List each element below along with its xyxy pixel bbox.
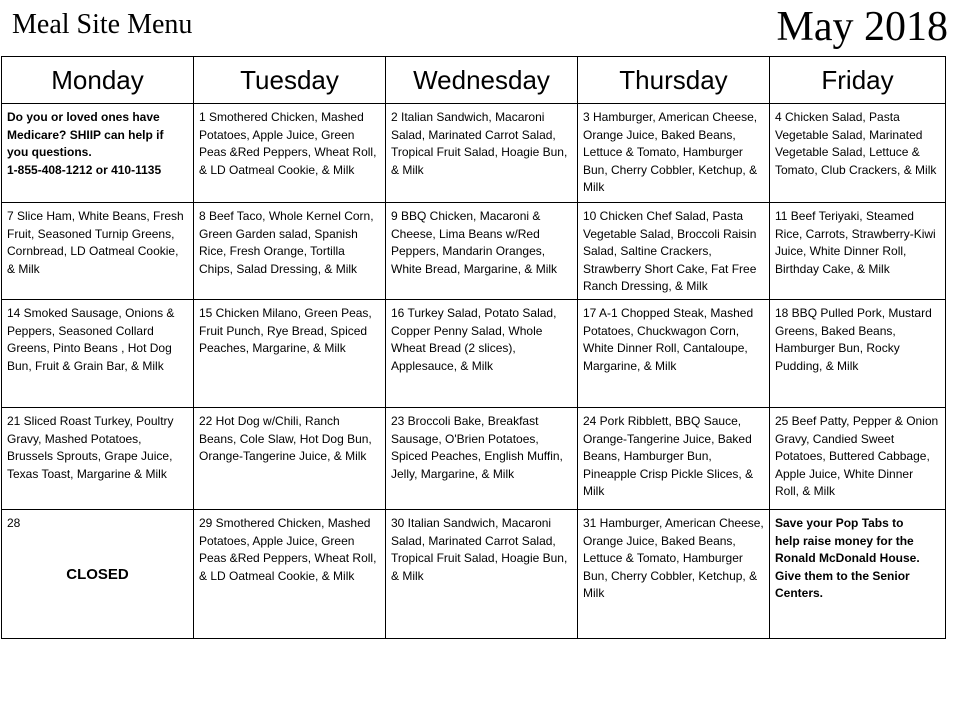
menu-cell: 31 Hamburger, American Cheese, Orange Juice, Baked Beans, Lettuce & Tomato, Hamburger Bun, Cherry Cobbler, Ketchup, & Milk xyxy=(578,510,770,639)
menu-cell: 25 Beef Patty, Pepper & Onion Gravy, Candied Sweet Potatoes, Buttered Cabbage, Apple Juice, White Dinner Roll, & Milk xyxy=(770,408,946,510)
menu-cell: 7 Slice Ham, White Beans, Fresh Fruit, Seasoned Turnip Greens, Cornbread, LD Oatmeal Cookie, & Milk xyxy=(2,203,194,300)
month-title: May 2018 xyxy=(776,4,948,50)
closed-label: CLOSED xyxy=(66,565,129,583)
menu-cell: 30 Italian Sandwich, Macaroni Salad, Marinated Carrot Salad, Tropical Fruit Salad, Hoagie Bun, & Milk xyxy=(386,510,578,639)
week-row xyxy=(2,300,946,408)
week-row xyxy=(2,104,946,203)
week-row xyxy=(2,203,946,300)
day-header-monday: Monday xyxy=(2,57,194,104)
menu-cell: 29 Smothered Chicken, Mashed Potatoes, Apple Juice, Green Peas &Red Peppers, Wheat Roll, & LD Oatmeal Cookie, & Milk xyxy=(194,510,386,639)
day-header-friday: Friday xyxy=(770,57,946,104)
menu-cell: 17 A-1 Chopped Steak, Mashed Potatoes, Chuckwagon Corn, White Dinner Roll, Cantaloupe, Margarine, & Milk xyxy=(578,300,770,408)
menu-cell: 16 Turkey Salad, Potato Salad, Copper Penny Salad, Whole Wheat Bread (2 slices), Applesauce, & Milk xyxy=(386,300,578,408)
menu-cell: 21 Sliced Roast Turkey, Poultry Gravy, Mashed Potatoes, Brussels Sprouts, Grape Juice, Texas Toast, Margarine & Milk xyxy=(2,408,194,510)
menu-cell: 1 Smothered Chicken, Mashed Potatoes, Apple Juice, Green Peas &Red Peppers, Wheat Roll, & LD Oatmeal Cookie, & Milk xyxy=(194,104,386,203)
medicare-notice: Do you or loved ones have Medicare? SHIIP can help if you questions. 1-855-408-1212 or 410-1135 xyxy=(7,110,164,177)
menu-cell: 3 Hamburger, American Cheese, Orange Juice, Baked Beans, Lettuce & Tomato, Hamburger Bun, Cherry Cobbler, Ketchup, & Milk xyxy=(578,104,770,203)
medicare-notice-cell xyxy=(2,104,194,203)
day-number: 28 xyxy=(7,516,21,530)
menu-cell: 10 Chicken Chef Salad, Pasta Vegetable Salad, Broccoli Raisin Salad, Saltine Crackers, Strawberry Short Cake, Fat Free Ranch Dressing, & Milk xyxy=(578,203,770,300)
menu-calendar-table xyxy=(1,56,946,639)
menu-cell: 2 Italian Sandwich, Macaroni Salad, Marinated Carrot Salad, Tropical Fruit Salad, Hoagie Bun, & Milk xyxy=(386,104,578,203)
menu-cell: 22 Hot Dog w/Chili, Ranch Beans, Cole Slaw, Hot Dog Bun, Orange-Tangerine Juice, & Milk xyxy=(194,408,386,510)
menu-cell: 23 Broccoli Bake, Breakfast Sausage, O'Brien Potatoes, Spiced Peaches, English Muffin, Jelly, Margarine, & Milk xyxy=(386,408,578,510)
menu-cell: 14 Smoked Sausage, Onions & Peppers, Seasoned Collard Greens, Pinto Beans , Hot Dog Bun, Fruit & Grain Bar, & Milk xyxy=(2,300,194,408)
day-header-wednesday: Wednesday xyxy=(386,57,578,104)
week-row xyxy=(2,510,946,639)
day-header-row xyxy=(2,57,946,104)
pop-tabs-notice-cell xyxy=(770,510,946,639)
week-row xyxy=(2,408,946,510)
site-title: Meal Site Menu xyxy=(12,9,193,40)
pop-tabs-notice: Save your Pop Tabs to help raise money for the Ronald McDonald House. Give them to the Senior Centers. xyxy=(775,516,920,600)
menu-cell: 18 BBQ Pulled Pork, Mustard Greens, Baked Beans, Hamburger Bun, Rocky Pudding, & Milk xyxy=(770,300,946,408)
menu-cell: 8 Beef Taco, Whole Kernel Corn, Green Garden salad, Spanish Rice, Fresh Orange, Tortilla Chips, Salad Dressing, & Milk xyxy=(194,203,386,300)
day-header-tuesday: Tuesday xyxy=(194,57,386,104)
day-header-thursday: Thursday xyxy=(578,57,770,104)
menu-cell: 9 BBQ Chicken, Macaroni & Cheese, Lima Beans w/Red Peppers, Mandarin Oranges, White Bread, Margarine, & Milk xyxy=(386,203,578,300)
menu-cell: 24 Pork Ribblett, BBQ Sauce, Orange-Tangerine Juice, Baked Beans, Hamburger Bun, Pineapple Crisp Pickle Slices, & Milk xyxy=(578,408,770,510)
closed-day-cell xyxy=(2,510,194,639)
menu-cell: 11 Beef Teriyaki, Steamed Rice, Carrots, Strawberry-Kiwi Juice, White Dinner Roll, Birthday Cake, & Milk xyxy=(770,203,946,300)
menu-cell: 15 Chicken Milano, Green Peas, Fruit Punch, Rye Bread, Spiced Peaches, Margarine, & Milk xyxy=(194,300,386,408)
menu-cell: 4 Chicken Salad, Pasta Vegetable Salad, Marinated Vegetable Salad, Lettuce & Tomato, Club Crackers, & Milk xyxy=(770,104,946,203)
